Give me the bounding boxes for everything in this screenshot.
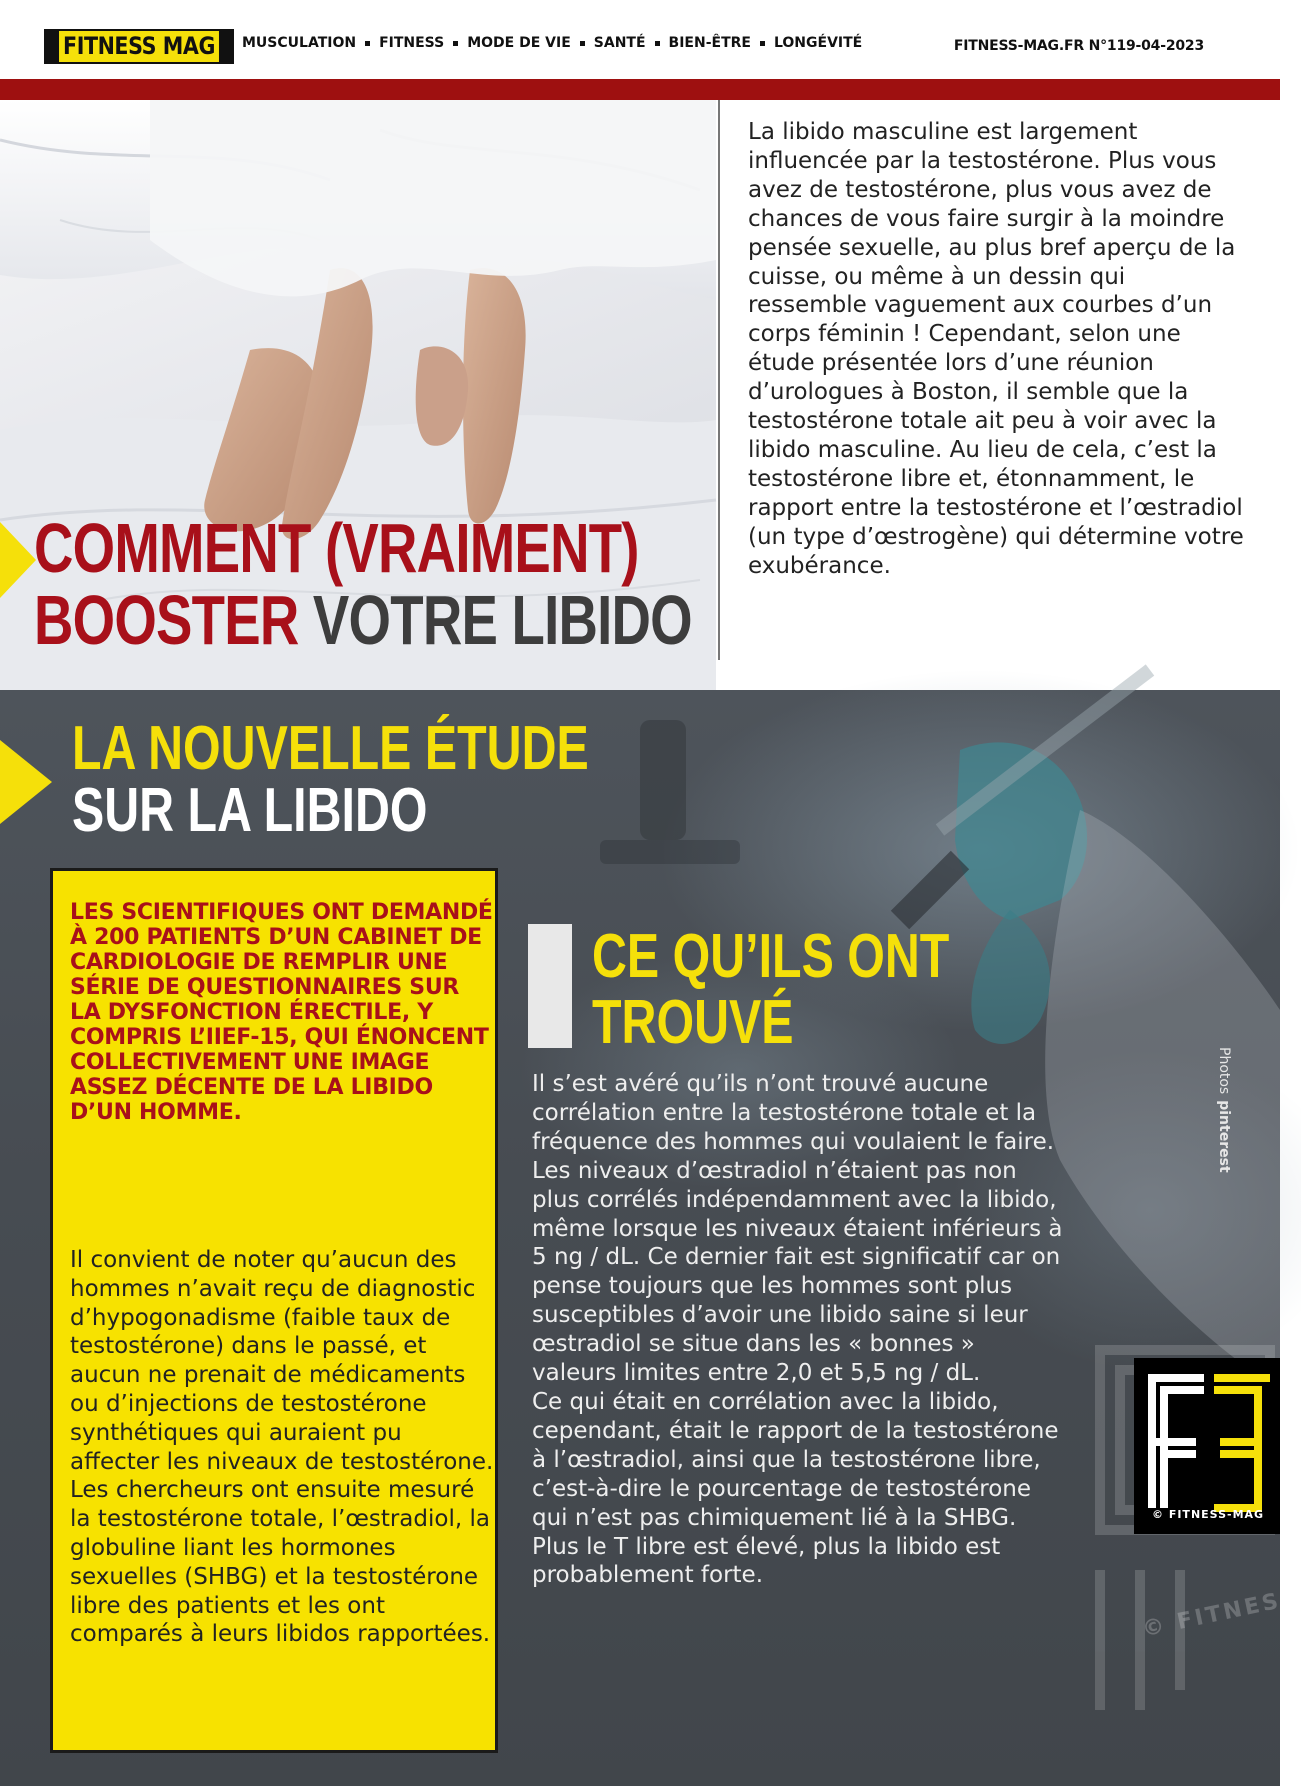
nav-item-mode-de-vie[interactable]: MODE DE VIE <box>467 35 571 51</box>
photo-credit <box>1214 1047 1232 1173</box>
study-body-paragraph-1: Il convient de noter qu’aucun des hommes n’avait reçu de diagnostic d’hypogonadisme (faible taux de testostérone) dans le passé, et aucun ne prenait de médicaments ou d’injections de testostérone synthétiques qui auraient pu affecter les niveaux de testostérone. <box>70 1247 494 1475</box>
intro-paragraph: La libido masculine est largement influencée par la testostérone. Plus vous avez de testostérone, plus vous avez de chances de vous faire surgir à la moindre pensée sexuelle, au plus bref aperçu de la cuisse, ou même à un dessin qui ressemble vaguement aux courbes d’un corps féminin ! Cependant, selon une étude présentée lors d’une réunion d’urologues à Boston, il semble que la testostérone totale ait peu à voir avec la libido masculine. Au lieu de cela, c’est la testostérone libre et, étonnamment, le rapport entre la testostérone et l’œstradiol (un type d’œstrogène) qui détermine votre exubérance. <box>748 119 1244 579</box>
photo-watermark: © FITNESS <box>1140 1584 1301 1643</box>
nav-item-bien-etre[interactable]: BIEN-ÊTRE <box>668 35 751 51</box>
column-divider <box>718 100 720 660</box>
findings-text <box>532 1070 1064 1590</box>
study-body-text <box>70 1246 496 1649</box>
findings-accent-bar <box>528 924 572 1048</box>
nav-item-musculation[interactable]: MUSCULATION <box>242 35 357 51</box>
badge-copyright: © FITNESS-MAG <box>1152 1508 1265 1521</box>
title-line-1: COMMENT (VRAIMENT) <box>34 509 639 587</box>
section-title-yellow: LA NOUVELLE ÉTUDE <box>72 714 589 783</box>
section-arrow-marker <box>0 740 52 824</box>
nav-separator <box>365 41 370 46</box>
page-header <box>0 0 1280 80</box>
nav-separator <box>655 41 660 46</box>
findings-title-line-1: CE QU’ILS ONT <box>592 922 950 991</box>
header-divider <box>0 79 1280 100</box>
title-dark-part: VOTRE LIBIDO <box>298 581 692 659</box>
magazine-logo[interactable] <box>44 29 234 64</box>
section-title <box>72 714 589 845</box>
section-title-white: SUR LA LIBIDO <box>72 776 428 845</box>
article-title <box>34 509 692 659</box>
nav-item-sante[interactable]: SANTÉ <box>593 35 646 51</box>
nav-separator <box>580 41 585 46</box>
photo-credit-label: Photos <box>1216 1047 1232 1095</box>
issue-number: FITNESS-MAG.FR N°119-04-2023 <box>953 38 1204 54</box>
findings-paragraph-2: Ce qui était en corrélation avec la libido, cependant, était le rapport de la testostérone à l’œstradiol, ainsi que la testostérone libre, c’est-à-dire le pourcentage de testostérone qui n’est pas chimiquement lié à la SHBG. Plus le T libre est élevé, plus la libido est probablement forte. <box>532 1388 1059 1589</box>
title-line-2 <box>34 581 692 659</box>
nav-item-longevite[interactable]: LONGÉVITÉ <box>773 35 863 51</box>
study-lead-text: LES SCIENTIFIQUES ONT DEMANDÉ À 200 PATIENTS D’UN CABINET DE CARDIOLOGIE DE REMPLIR UNE SÉRIE DE QUESTIONNAIRES SUR LA DYSFONCTION ÉRECTILE, Y COMPRIS L’IIEF-15, QUI ÉNONCENT COLLECTIVEMENT UNE IMAGE ASSEZ DÉCENTE DE LA LIBIDO D’UN HOMME. <box>70 900 493 1125</box>
photo-credit-source[interactable]: pinterest <box>1216 1100 1232 1173</box>
logo-text: FITNESS MAG <box>59 31 219 62</box>
title-highlight: BOOSTER <box>34 581 299 659</box>
nav-separator <box>760 41 765 46</box>
category-nav <box>242 35 862 51</box>
nav-separator <box>453 41 458 46</box>
findings-title <box>592 924 949 1056</box>
findings-paragraph-1: Il s’est avéré qu’ils n’ont trouvé aucune corrélation entre la testostérone totale et la fréquence des hommes qui voulaient le faire. Les niveaux d’œstradiol n’étaient pas non plus corrélés indépendamment avec la libido, même lorsque les niveaux étaient inférieurs à 5 ng / dL. Ce dernier fait est significatif car on pense toujours que les hommes sont plus susceptibles d’avoir une libido saine si leur œstradiol se situe dans les « bonnes » valeurs limites entre 2,0 et 5,5 ng / dL. <box>532 1071 1063 1387</box>
nav-item-fitness[interactable]: FITNESS <box>379 35 445 51</box>
study-body-paragraph-2: Les chercheurs ont ensuite mesuré la testostérone totale, l’œstradiol, la globuline liant les hormones sexuelles (SHBG) et la testostérone libre des patients et les ont comparés à leurs libidos rapportées. <box>70 1477 491 1648</box>
findings-title-line-2: TROUVÉ <box>592 988 794 1057</box>
title-arrow-marker <box>0 522 36 598</box>
